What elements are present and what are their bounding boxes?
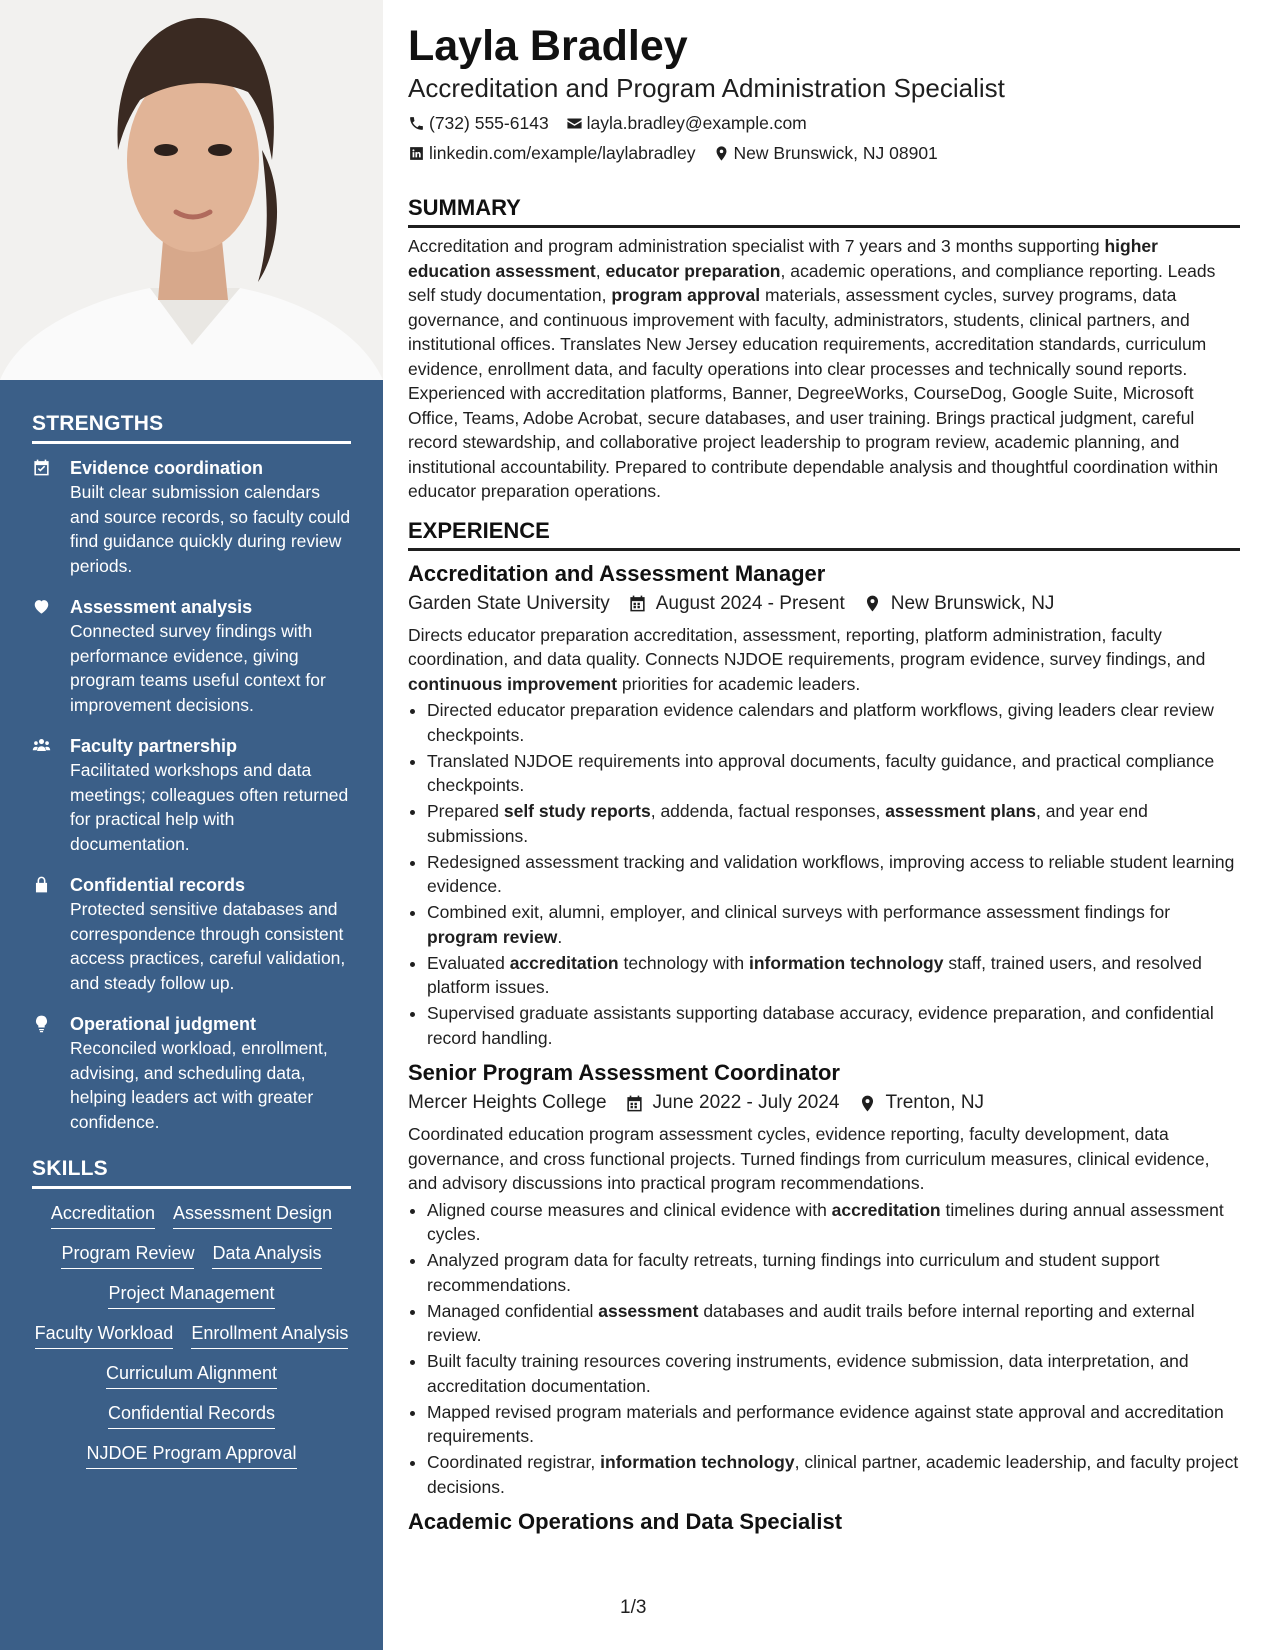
experience-heading: EXPERIENCE [408,518,1240,551]
bold-phrase: assessment plans [885,801,1036,821]
job-bullet: • Analyzed program data for faculty retreats, turning findings into curriculum and student support recommendations. [427,1248,1240,1297]
skill-tag: Confidential Records [108,1401,275,1429]
linkedin-contact[interactable] [408,142,696,164]
skill-tag: Enrollment Analysis [191,1321,348,1349]
calendar-icon [628,594,647,613]
sidebar-content [32,412,351,1469]
job-entry [408,559,1240,1051]
skill-tag: Project Management [108,1281,274,1309]
job-dates: August 2024 - Present [628,591,845,617]
skill-tag: Data Analysis [212,1241,321,1269]
skill-tag: Accreditation [51,1201,155,1229]
bold-phrase: continuous improvement [408,673,618,694]
calendar-icon [625,1094,644,1113]
strength-description: Protected sensitive databases and correspondence through consistent access practices, careful validation, and steady follow up. [70,899,346,993]
strength-title: Confidential records [70,875,246,895]
skill-tag: Program Review [61,1241,194,1269]
users-icon [32,734,56,856]
experience-list [408,559,1240,1500]
skill-tag: Assessment Design [173,1201,332,1229]
job-company: Garden State University [408,592,610,614]
job-location: New Brunswick, NJ [863,591,1055,617]
candidate-title: Accreditation and Program Administration Specialist [408,73,1005,103]
bold-phrase: accreditation [509,952,619,973]
strength-title: Evidence coordination [70,458,264,478]
strength-item [32,456,351,578]
job-summary: Coordinated education program assessment cycles, evidence reporting, faculty development, data governance, and cross functional projects. Turned findings from curriculum measures, clinical evidence, and advisory discussions into practical program recommendations. [408,1124,1210,1193]
skills-list [32,1201,351,1469]
bold-phrase: accreditation [831,1199,941,1220]
skill-tag: Faculty Workload [35,1321,174,1349]
job-bullet: • Mapped revised program materials and performance evidence against state approval and accreditation requirements. [427,1400,1240,1449]
job-location: Trenton, NJ [858,1090,985,1116]
summary-heading: SUMMARY [408,195,1240,228]
bold-phrase: educator preparation [605,260,781,281]
strength-description: Built clear submission calendars and source records, so faculty could find guidance quickly during review periods. [70,482,351,576]
bold-phrase: program approval [611,285,761,305]
job-entry [408,1058,1240,1499]
strengths-heading: STRENGTHS [32,412,351,444]
strength-item [32,1012,351,1134]
job-bullets [408,698,1240,1050]
job-bullet: • Aligned course measures and clinical evidence with accreditation timelines during annual assessment cycles. [427,1198,1240,1247]
job-bullet: • Combined exit, alumni, employer, and clinical surveys with performance assessment findings for program review. [427,900,1240,949]
next-job-title: Academic Operations and Data Specialist [408,1509,843,1534]
bold-phrase: assessment [598,1300,699,1321]
skill-tag: NJDOE Program Approval [86,1441,296,1469]
job-meta [408,591,1240,617]
job-bullet: • Supervised graduate assistants supporting database accuracy, evidence preparation, and confidential record handling. [427,1001,1240,1050]
job-bullets [408,1198,1240,1500]
job-bullet: • Built faculty training resources covering instruments, evidence submission, data interpretation, and accreditation documentation. [427,1349,1240,1398]
main-content [408,20,1240,1537]
job-meta [408,1090,1240,1116]
strength-title: Assessment analysis [70,597,253,617]
strength-description: Connected survey findings with performance evidence, giving program teams useful context for improvement decisions. [70,621,326,715]
candidate-name: Layla Bradley [408,22,688,70]
bold-phrase: self study reports [503,801,651,821]
email-contact[interactable] [566,112,807,134]
email-text: layla.bradley@example.com [586,113,807,133]
page-number: 1/3 [620,1597,647,1618]
strength-item [32,873,351,995]
strengths-list [32,456,351,1134]
linkedin-text: linkedin.com/example/laylabradley [429,143,696,163]
strength-item [32,595,351,717]
job-bullet: • Managed confidential assessment databases and audit trails before internal reporting and external review. [427,1299,1240,1348]
location-text: New Brunswick, NJ 08901 [733,143,938,163]
bold-phrase: information technology [600,1452,795,1472]
phone-contact[interactable] [408,112,549,134]
envelope-icon [566,115,583,132]
bold-phrase: program review [427,926,558,947]
contact-row-2 [408,142,1240,164]
strength-title: Operational judgment [70,1014,257,1034]
skills-heading: SKILLS [32,1157,351,1189]
job-summary: Directs educator preparation accreditation, assessment, reporting, platform administration, faculty coordination, and data quality. Connects NJDOE requirements, program evidence, survey findings, and continuous improvement priorities for academic leaders. [408,624,1206,694]
map-pin-icon [858,1094,877,1113]
linkedin-icon [408,145,425,162]
job-bullet: • Prepared self study reports, addenda, factual responses, assessment plans, and year end submissions. [427,799,1240,848]
job-title: Senior Program Assessment Coordinator [408,1060,840,1085]
skill-tag: Curriculum Alignment [106,1361,277,1389]
heart-icon [32,595,56,717]
contact-row-1 [408,112,1240,134]
job-title: Accreditation and Assessment Manager [408,560,826,586]
map-pin-icon [713,145,730,162]
location-contact [713,142,938,164]
calendar-check-icon [32,456,56,578]
strength-title: Faculty partnership [70,736,238,756]
job-bullet: • Translated NJDOE requirements into approval documents, faculty guidance, and practical compliance checkpoints. [427,749,1240,798]
job-bullet: • Evaluated accreditation technology with information technology staff, trained users, and resolved platform issues. [427,951,1240,1000]
job-company: Mercer Heights College [408,1092,607,1113]
lock-icon [32,873,56,995]
lightbulb-icon [32,1012,56,1134]
strength-description: Reconciled workload, enrollment, advising, and scheduling data, helping leaders act with greater confidence. [70,1038,328,1132]
job-bullet: • Directed educator preparation evidence calendars and platform workflows, giving leaders clear review checkpoints. [427,698,1240,747]
bold-phrase: information technology [749,952,944,973]
phone-text: (732) 555-6143 [429,113,549,133]
job-bullet: • Coordinated registrar, information technology, clinical partner, academic leadership, and faculty project decisions. [427,1450,1240,1499]
job-bullet: • Redesigned assessment tracking and validation workflows, improving access to reliable student learning evidence. [427,850,1240,899]
strength-description: Facilitated workshops and data meetings; colleagues often returned for practical help with documentation. [70,760,349,854]
sidebar [0,0,383,1650]
map-pin-icon [863,594,882,613]
strength-item [32,734,351,856]
job-dates: June 2022 - July 2024 [625,1090,840,1116]
summary-paragraph: Accreditation and program administration specialist with 7 years and 3 months supporting higher education assessment, educator preparation, academic operations, and compliance reporting. Leads self study documentation, program approval materials, assessment cycles, survey programs, data governance, and continuous improvement with faculty, administrators, students, clinical partners, and institutional offices. Translates New Jersey education requirements, accreditation standards, curriculum evidence, enrollment data, and faculty operations into clear processes and technically sound reports. Experienced with accreditation platforms, Banner, DegreeWorks, CourseDog, Google Suite, Microsoft Office, Teams, Adobe Acrobat, secure databases, and user training. Brings practical judgment, careful record stewardship, and collaborative project leadership to program review, academic planning, and institutional accountability. Prepared to contribute dependable analysis and thoughtful coordination within educator preparation operations. [408,236,1219,501]
phone-icon [408,115,425,132]
profile-photo [0,0,383,380]
bold-phrase: higher education assessment [408,236,1158,281]
